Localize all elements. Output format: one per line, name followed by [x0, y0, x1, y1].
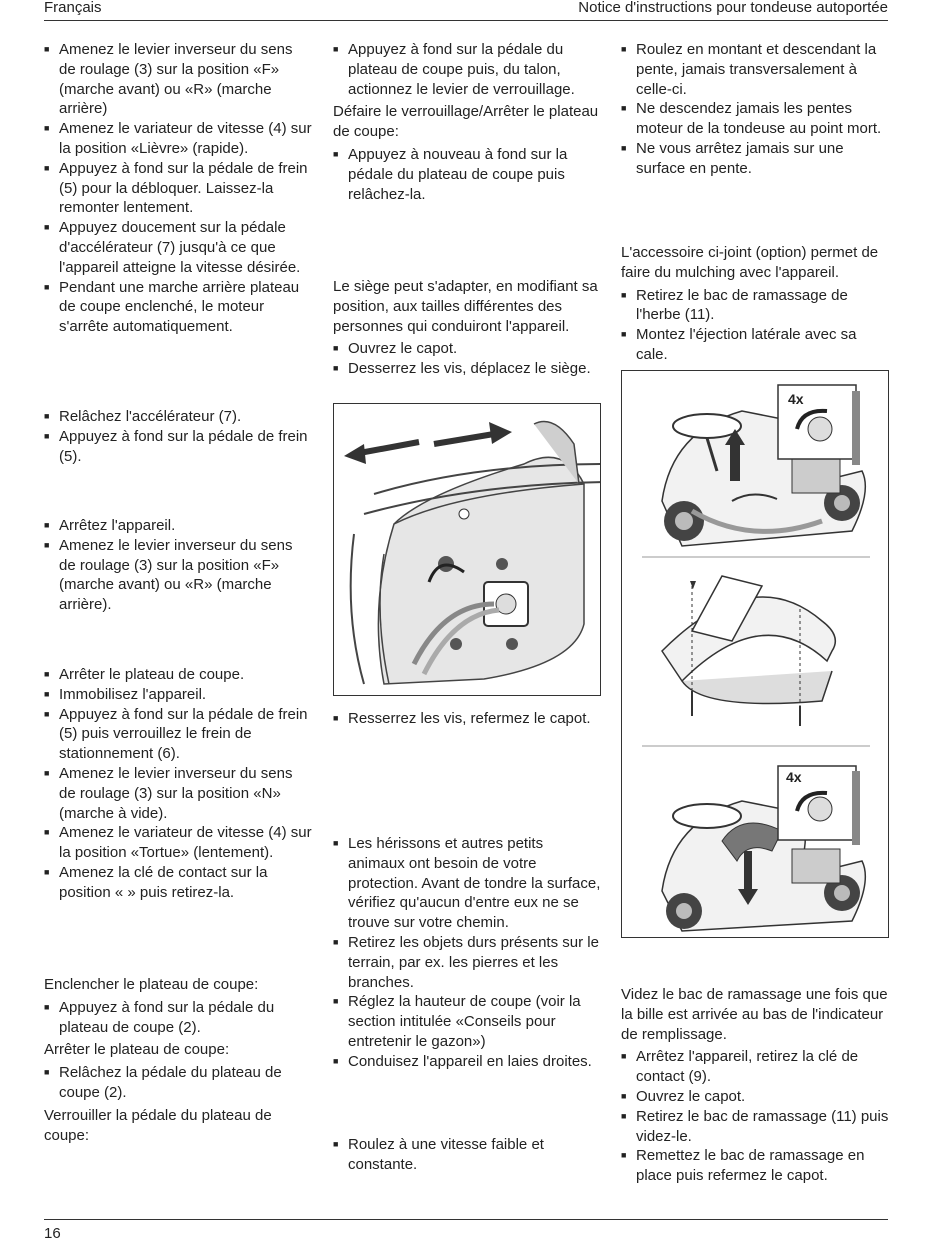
bullet-list — [621, 1047, 889, 1186]
list-item: ■ Desserrez les vis, déplacez le siège. — [333, 359, 601, 379]
paragraph: Le siège peut s'adapter, en modifiant sa position, aux tailles différentes des personnes qui conduiront l'appareil. — [333, 278, 598, 335]
paragraph: Défaire le verrouillage/Arrêter le plateau de coupe: — [333, 103, 599, 141]
list-item: ■ Immobilisez l'appareil. — [44, 685, 312, 705]
count-badge: 4x — [786, 769, 802, 785]
list-item: ■ Amenez le variateur de vitesse (4) sur la position «Lièvre» (rapide). — [44, 119, 312, 159]
list-item: ■ Roulez à une vitesse faible et constante. — [333, 1135, 601, 1175]
bullet-list — [44, 998, 312, 1038]
list-item: ■ Retirez le bac de ramassage (11) puis videz-le. — [621, 1107, 889, 1147]
col3-block2 — [621, 243, 889, 365]
list-item: ■ Appuyez à nouveau à fond sur la pédale du plateau de coupe puis relâchez-la. — [333, 145, 601, 204]
list-item: ■ Ne vous arrêtez jamais sur une surface en pente. — [621, 139, 889, 179]
list-item: ■ Ouvrez le capot. — [333, 339, 601, 359]
bullet-list — [44, 665, 312, 903]
bullet-list — [333, 709, 601, 729]
header-rule — [44, 20, 888, 21]
list-item: ■ Appuyez doucement sur la pédale d'accélérateur (7) jusqu'à ce que l'appareil atteigne la vitesse désirée. — [44, 218, 312, 277]
mulching-figure — [621, 370, 889, 938]
seat-adjust-illustration — [334, 404, 600, 695]
bullet-list — [333, 1135, 601, 1175]
header-language: Français — [44, 0, 102, 16]
list-item: ■ Les hérissons et autres petits animaux ont besoin de votre protection. Avant de tondre la surface, vérifiez qu'aucun d'entre eux ne se trouve sur votre chemin. — [333, 834, 601, 933]
header-title: Notice d'instructions pour tondeuse autoportée — [578, 0, 888, 16]
seat-adjust-figure — [333, 403, 601, 696]
paragraph: Enclencher le plateau de coupe: — [44, 976, 259, 993]
col2-block3 — [333, 709, 601, 729]
list-item: ■ Roulez en montant et descendant la pente, jamais transversalement à celle-ci. — [621, 40, 889, 99]
paragraph: Verrouiller la pédale du plateau de coupe: — [44, 1106, 272, 1144]
list-item: ■ Amenez le levier inverseur du sens de roulage (3) sur la position «F» (marche avant) ou «R» (marche arrière). — [44, 536, 312, 615]
list-item: ■ Amenez le levier inverseur du sens de roulage (3) sur la position «N» (marche à vide). — [44, 764, 312, 823]
col2-block4 — [333, 834, 601, 1072]
list-item: ■ Amenez le variateur de vitesse (4) sur la position «Tortue» (lentement). — [44, 823, 312, 863]
col1-block5 — [44, 975, 312, 1145]
list-item: ■ Arrêtez l'appareil, retirez la clé de contact (9). — [621, 1047, 889, 1087]
bullet-list — [44, 1063, 312, 1103]
list-item: ■ Retirez les objets durs présents sur le terrain, par ex. les pierres et les branches. — [333, 933, 601, 992]
bullet-list — [333, 339, 601, 379]
list-item: ■ Amenez le levier inverseur du sens de roulage (3) sur la position «F» (marche avant) ou «R» (marche arrière) — [44, 40, 312, 119]
list-item: ■ Appuyez à fond sur la pédale du plateau de coupe puis, du talon, actionnez le levier de verrouillage. — [333, 40, 601, 99]
count-badge: 4x — [788, 391, 804, 407]
bullet-list — [621, 40, 889, 179]
list-item: ■ Ouvrez le capot. — [621, 1087, 889, 1107]
paragraph: L'accessoire ci-joint (option) permet de faire du mulching avec l'appareil. — [621, 244, 879, 281]
paragraph: Arrêter le plateau de coupe: — [44, 1041, 230, 1059]
list-item: ■ Montez l'éjection latérale avec sa cale. — [621, 325, 889, 365]
list-item: ■ Relâchez l'accélérateur (7). — [44, 407, 312, 427]
col1-block3 — [44, 516, 312, 615]
bullet-list — [621, 286, 889, 365]
col3-block3 — [621, 985, 889, 1186]
bullet-list — [333, 145, 601, 204]
page-header — [44, 0, 888, 20]
list-item: ■ Appuyez à fond sur la pédale du plateau de coupe (2). — [44, 998, 312, 1038]
list-item: ■ Ne descendez jamais les pentes moteur de la tondeuse au point mort. — [621, 99, 889, 139]
list-item: ■ Conduisez l'appareil en laies droites. — [333, 1052, 601, 1072]
footer-rule — [44, 1219, 888, 1220]
bullet-list — [333, 40, 601, 99]
col1-block2 — [44, 407, 312, 466]
list-item: ■ Resserrez les vis, refermez le capot. — [333, 709, 601, 729]
list-item: ■ Retirez le bac de ramassage de l'herbe (11). — [621, 286, 889, 326]
list-item: ■ Arrêter le plateau de coupe. — [44, 665, 312, 685]
paragraph: Videz le bac de ramassage une fois que la bille est arrivée au bas de l'indicateur de remplissage. — [621, 986, 888, 1043]
mulching-illustration — [622, 371, 888, 937]
list-item: ■ Arrêtez l'appareil. — [44, 516, 312, 536]
bullet-list — [44, 516, 312, 615]
list-item: ■ Relâchez la pédale du plateau de coupe (2). — [44, 1063, 312, 1103]
page-number: 16 — [44, 1225, 61, 1242]
list-item: ■ Appuyez à fond sur la pédale de frein (5). — [44, 427, 312, 467]
col2-block1 — [333, 40, 601, 204]
list-item: ■ Pendant une marche arrière plateau de coupe enclenché, le moteur s'arrête automatiquement. — [44, 278, 312, 337]
col2-block2 — [333, 277, 601, 379]
list-item: ■ Appuyez à fond sur la pédale de frein (5) puis verrouillez le frein de stationnement (6). — [44, 705, 312, 764]
bullet-list — [333, 834, 601, 1072]
col3-block1 — [621, 40, 889, 179]
list-item: ■ Réglez la hauteur de coupe (voir la section intitulée «Conseils pour entretenir le gazon») — [333, 992, 601, 1051]
bullet-list — [44, 40, 312, 337]
list-item: ■ Appuyez à fond sur la pédale de frein (5) pour la débloquer. Laissez-la remonter lentement. — [44, 159, 312, 218]
bullet-list — [44, 407, 312, 466]
col1-block1 — [44, 40, 312, 337]
col2-block5 — [333, 1135, 601, 1175]
col1-block4 — [44, 665, 312, 903]
list-item: ■ Amenez la clé de contact sur la position « » puis retirez-la. — [44, 863, 312, 903]
list-item: ■ Remettez le bac de ramassage en place puis refermez le capot. — [621, 1146, 889, 1186]
